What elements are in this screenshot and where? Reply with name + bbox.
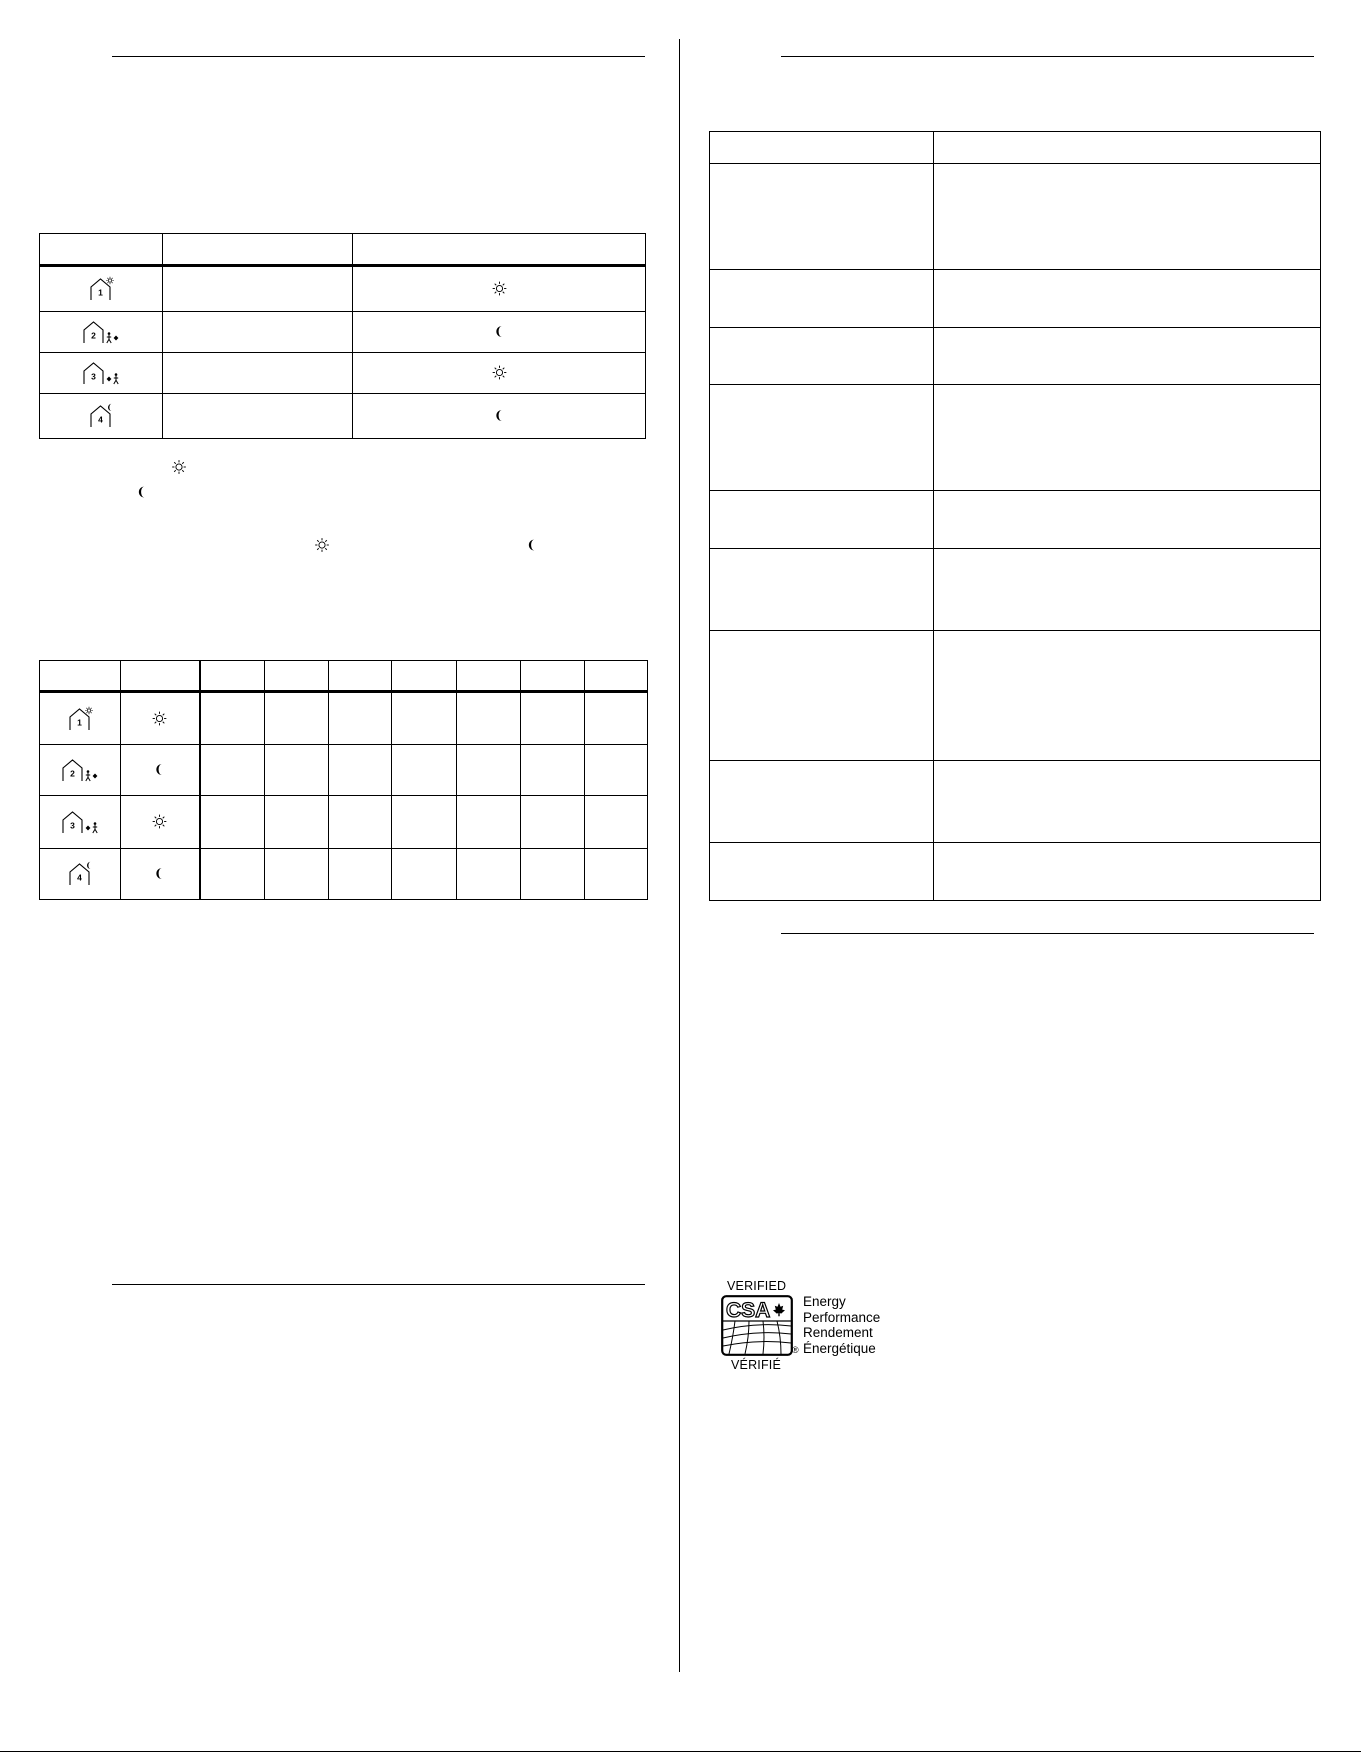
mode-cell [121,796,200,849]
house-return-icon [60,809,100,835]
house-leave-icon [81,319,121,345]
period-number: 1 [98,287,103,298]
time-cell [163,266,353,312]
house-sleep-icon [67,861,93,887]
sun-icon [492,365,507,380]
header-cell [40,661,121,692]
csa-verifie-label: VÉRIFIÉ [731,1358,782,1372]
mode-cell [353,394,646,439]
moon-icon [528,539,537,552]
day-cell [329,849,392,900]
period-cell [40,796,121,849]
reference-row [710,328,1321,385]
header-cell [585,661,648,692]
day-cell [392,745,457,796]
reference-value-cell [934,843,1321,901]
weekly-row [40,849,648,900]
section-rule-left-lower [112,1284,645,1285]
mode-cell [121,745,200,796]
reference-row [710,270,1321,328]
reference-key-cell [710,843,934,901]
day-cell [265,849,329,900]
day-cell [200,849,265,900]
reference-row [710,164,1321,270]
reference-row [710,631,1321,761]
csa-caption-line: Énergétique [803,1341,876,1357]
reference-key-cell [710,631,934,761]
house-sleep-icon [88,403,114,429]
csa-caption [803,1294,880,1357]
weekly-row [40,796,648,849]
day-cell [329,692,392,745]
section-rule-left-top [112,56,645,57]
csa-caption-line: Energy [803,1294,846,1309]
header-cell [521,661,585,692]
period-cell [40,266,163,312]
day-cell [521,745,585,796]
day-cell [585,692,648,745]
day-cell [329,796,392,849]
moon-icon [155,867,164,880]
period-number: 3 [70,820,75,831]
header-cell [121,661,200,692]
reference-key-cell [710,761,934,843]
day-cell [521,849,585,900]
schedule-header-row [40,234,646,266]
reference-row [710,549,1321,631]
schedule-table [39,233,646,439]
house-leave-icon [60,757,100,783]
day-cell [265,692,329,745]
mode-cell [353,312,646,353]
day-cell [265,796,329,849]
day-cell [457,745,521,796]
header-cell [200,661,265,692]
reference-header-row [710,132,1321,164]
csa-caption-line: Rendement [803,1325,873,1341]
house-return-icon [81,360,121,386]
registered-mark: ® [792,1345,799,1355]
period-number: 2 [70,768,75,779]
period-cell [40,353,163,394]
header-cell [163,234,353,266]
period-cell [40,849,121,900]
day-cell [457,692,521,745]
reference-key-cell [710,132,934,164]
day-cell [585,745,648,796]
reference-key-cell [710,385,934,491]
day-cell [457,849,521,900]
period-cell [40,312,163,353]
reference-key-cell [710,328,934,385]
sun-icon [152,814,167,829]
day-cell [200,796,265,849]
section-rule-right-top [781,56,1314,57]
reference-table [709,131,1321,901]
time-cell [163,353,353,394]
reference-value-cell [934,385,1321,491]
time-cell [163,394,353,439]
mode-cell [121,692,200,745]
csa-logo [721,1295,793,1356]
day-cell [329,745,392,796]
header-cell [329,661,392,692]
header-cell [40,234,163,266]
moon-icon [495,325,504,338]
weekly-schedule-table [39,660,648,900]
reference-key-cell [710,549,934,631]
day-cell [200,692,265,745]
time-cell [163,312,353,353]
schedule-row [40,394,646,439]
mode-cell [353,266,646,312]
day-cell [392,796,457,849]
day-cell [521,692,585,745]
weekly-header-row [40,661,648,692]
reference-value-cell [934,270,1321,328]
moon-icon [495,409,504,422]
mode-cell [121,849,200,900]
day-cell [392,692,457,745]
day-cell [265,745,329,796]
day-cell [585,796,648,849]
moon-icon [138,486,147,499]
header-cell [392,661,457,692]
day-cell [392,849,457,900]
period-number: 4 [98,414,103,425]
day-cell [457,796,521,849]
schedule-row [40,266,646,312]
reference-value-cell [934,328,1321,385]
reference-value-cell [934,631,1321,761]
reference-value-cell [934,132,1321,164]
reference-row [710,491,1321,549]
sun-icon [172,460,187,475]
reference-key-cell [710,164,934,270]
reference-row [710,385,1321,491]
house-wake-icon [67,706,93,732]
day-cell [200,745,265,796]
sun-icon [492,281,507,296]
period-cell [40,692,121,745]
header-cell [353,234,646,266]
reference-row [710,843,1321,901]
header-cell [457,661,521,692]
house-wake-icon [88,276,114,302]
reference-key-cell [710,491,934,549]
reference-value-cell [934,164,1321,270]
schedule-row [40,353,646,394]
header-cell [265,661,329,692]
sun-icon [315,538,330,553]
reference-value-cell [934,549,1321,631]
csa-verified-label: VERIFIED [727,1279,787,1293]
period-number: 3 [91,371,96,382]
weekly-row [40,745,648,796]
reference-value-cell [934,761,1321,843]
csa-caption-line: Performance [803,1309,881,1325]
section-rule-right-mid [781,933,1314,934]
weekly-row [40,692,648,745]
mode-cell [353,353,646,394]
column-divider [679,39,680,1672]
reference-row [710,761,1321,843]
moon-icon [155,763,164,776]
csa-logo-letters: CSA [726,1299,771,1322]
sun-icon [152,711,167,726]
period-number: 4 [77,872,82,883]
reference-value-cell [934,491,1321,549]
day-cell [521,796,585,849]
day-cell [585,849,648,900]
period-number: 2 [91,330,96,341]
schedule-row [40,312,646,353]
period-number: 1 [77,716,82,727]
page-bottom-rule [0,1751,1361,1752]
period-cell [40,394,163,439]
reference-key-cell [710,270,934,328]
period-cell [40,745,121,796]
